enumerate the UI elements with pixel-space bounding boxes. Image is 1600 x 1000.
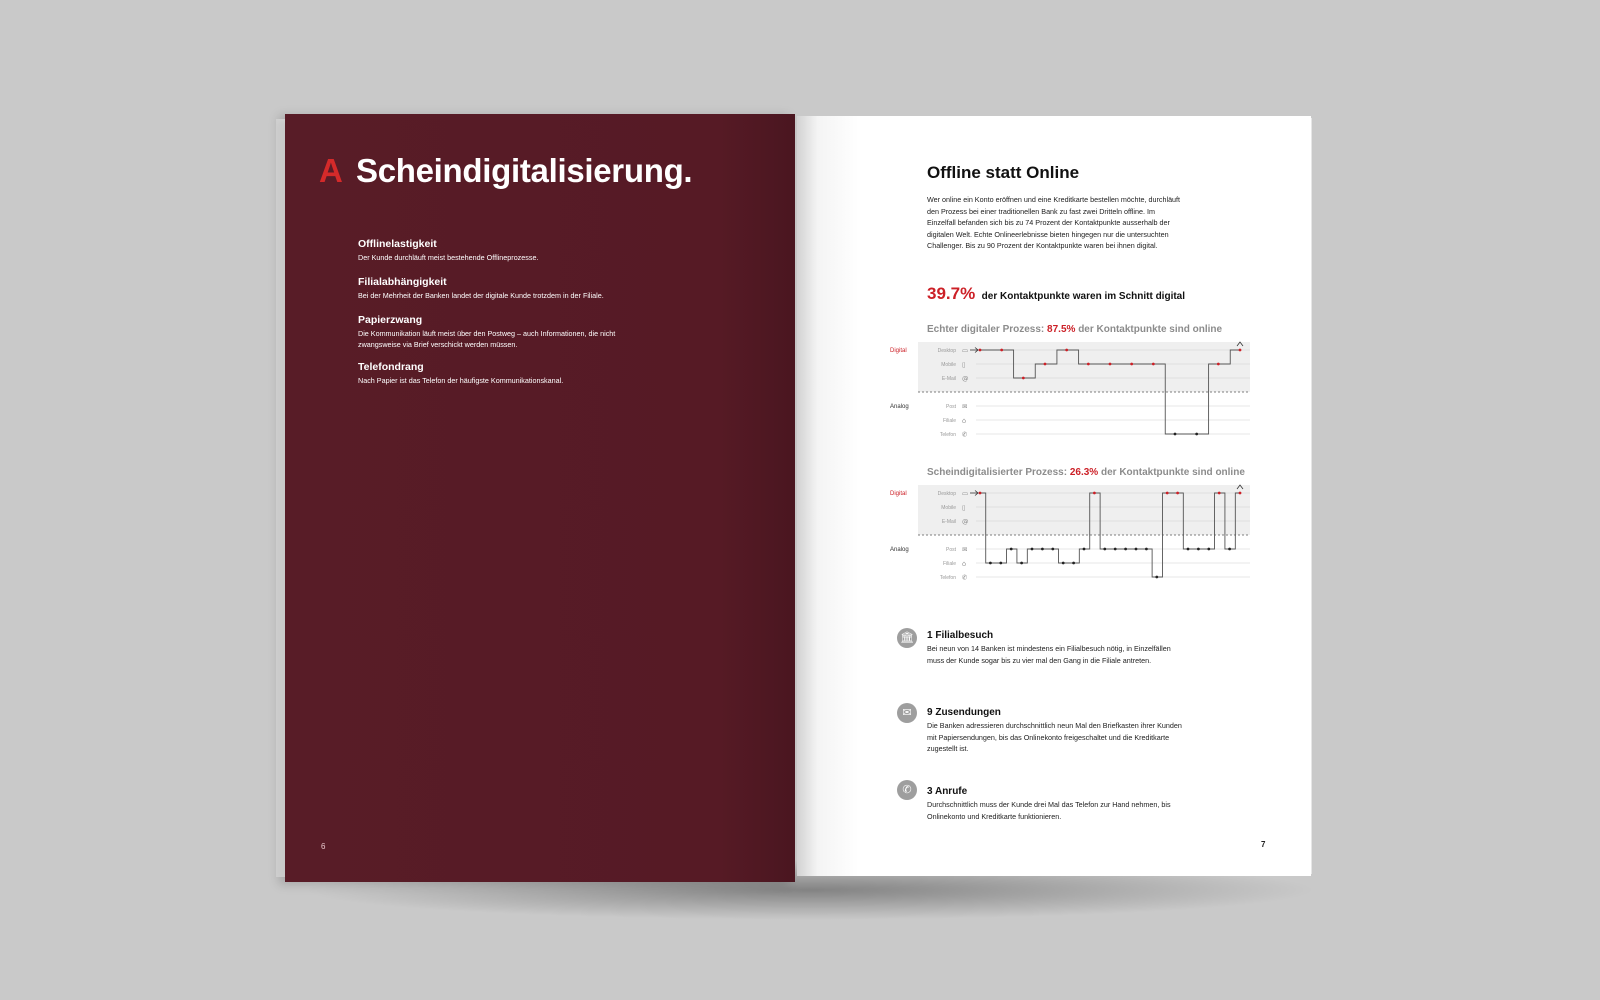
chapter-letter: A xyxy=(319,152,343,189)
fact-text-filialbesuch: Bei neun von 14 Banken ist mindestens ein Filialbesuch nötig, in Einzelfällen muss der Kunde sogar bis zu vier mal den Gang in die Filiale antreten. xyxy=(927,644,1171,665)
fact-title-anrufe: 3 Anrufe xyxy=(927,786,968,797)
page-number-right: 7 xyxy=(1261,840,1266,849)
left-page xyxy=(285,114,795,882)
chapter-title: Scheindigitalisierung. xyxy=(356,152,693,189)
process-chart-digital xyxy=(890,342,1270,457)
group-label-digital: Digital xyxy=(890,491,907,497)
left-item-telefondrang xyxy=(358,361,628,386)
channel-label-telefon: Telefon xyxy=(939,575,956,581)
contact-point xyxy=(1010,548,1013,551)
process2-prefix: Scheindigitalisierter Prozess: xyxy=(927,467,1068,478)
page-number-left: 6 xyxy=(321,842,326,851)
contact-point xyxy=(1114,548,1117,551)
contact-point xyxy=(1062,562,1065,565)
fact-text-zusendungen: Die Banken adressieren durchschnittlich neun Mal den Briefkasten ihrer Kunden mit Papiersendungen, bis das Onlinekonto freigeschaltet und die Kreditkarte zugestellt ist. xyxy=(927,721,1182,753)
left-item-offlinelastigkeit xyxy=(358,238,628,263)
desktop-icon: ▭ xyxy=(962,489,969,498)
stat-highlight xyxy=(927,284,1185,304)
contact-point xyxy=(1197,548,1200,551)
process2-value: 26.3% xyxy=(1069,467,1099,478)
left-item-filialabhaengigkeit xyxy=(358,276,628,301)
process-chart-pseudo-digital xyxy=(890,485,1270,600)
contact-point xyxy=(1072,562,1075,565)
process1-title xyxy=(927,324,1222,335)
item-text: Die Kommunikation läuft meist über den Postweg – auch Informationen, die nicht zwangsweise via Brief verschickt werden müssen. xyxy=(358,329,616,349)
fact-title-zusendungen: 9 Zusendungen xyxy=(927,707,1001,718)
process2-suffix: der Kontaktpunkte sind online xyxy=(1100,467,1245,478)
process1-prefix: Echter digitaler Prozess: xyxy=(927,324,1045,335)
contact-point xyxy=(1207,548,1210,551)
fact-text-anrufe: Durchschnittlich muss der Kunde drei Mal das Telefon zur Hand nehmen, bis Onlinekonto und Kreditkarte funktionieren. xyxy=(927,800,1171,821)
bank-icon: ⌂ xyxy=(962,559,967,568)
channel-label-filiale: Filiale xyxy=(942,418,956,424)
item-text: Bei der Mehrheit der Banken landet der digitale Kunde trotzdem in der Filiale. xyxy=(358,291,604,300)
channel-label-telefon: Telefon xyxy=(939,432,956,438)
channel-label-desktop: Desktop xyxy=(937,348,956,354)
mail-icon: ✉ xyxy=(962,545,968,554)
mail-icon: ✉ xyxy=(897,703,917,723)
contact-point xyxy=(979,492,982,495)
channel-label-post: Post xyxy=(945,547,956,553)
contact-point xyxy=(1239,492,1242,495)
contact-point xyxy=(1051,548,1054,551)
phone-icon: ✆ xyxy=(962,573,968,582)
contact-point xyxy=(1093,492,1096,495)
stat-text: der Kontaktpunkte waren im Schnitt digital xyxy=(981,291,1186,302)
contact-point xyxy=(1130,363,1133,366)
contact-point xyxy=(1065,349,1068,352)
contact-point xyxy=(1044,363,1047,366)
group-label-analog: Analog xyxy=(890,404,909,410)
intro-paragraph: Wer online ein Konto eröffnen und eine Kreditkarte bestellen möchte, durchläuft den Prozess bei einer traditionellen Bank zu fast zwei Dritteln offline. Im Einzelfall befanden sich bis zu 74 Prozent der Kontaktpunkte ausserhalb der digitalen Welt. Echte Onlineerlebnisse bieten hingegen nur die untersuchten Challenger. Bis zu 90 Prozent der Kontaktpunkte waren bei ihnen digital. xyxy=(927,195,1181,250)
channel-label-filiale: Filiale xyxy=(942,561,956,567)
contact-point xyxy=(1103,548,1106,551)
contact-point xyxy=(1000,349,1003,352)
item-text: Der Kunde durchläuft meist bestehende Offlineprozesse. xyxy=(358,253,539,262)
channel-label-mobile: Mobile xyxy=(941,362,956,368)
contact-point xyxy=(1031,548,1034,551)
item-heading: Telefondrang xyxy=(358,361,424,373)
contact-point xyxy=(1187,548,1190,551)
channel-label-mobile: Mobile xyxy=(941,505,956,511)
mobile-icon: ▯ xyxy=(962,360,966,369)
contact-point xyxy=(979,349,982,352)
mail-icon: ✉ xyxy=(962,402,968,411)
process1-value: 87.5% xyxy=(1047,324,1076,335)
contact-point xyxy=(999,562,1002,565)
section-title: Offline statt Online xyxy=(927,163,1080,182)
desktop-icon: ▭ xyxy=(962,346,969,355)
contact-point xyxy=(1228,548,1231,551)
contact-point xyxy=(1020,562,1023,565)
contact-point xyxy=(1124,548,1127,551)
channel-label-e-mail: E-Mail xyxy=(941,376,956,382)
contact-point xyxy=(1195,433,1198,436)
item-heading: Offlinelastigkeit xyxy=(358,238,437,250)
left-item-papierzwang xyxy=(358,314,628,350)
contact-point xyxy=(1135,548,1138,551)
contact-point xyxy=(1217,363,1220,366)
item-heading: Filialabhängigkeit xyxy=(358,276,447,288)
channel-label-desktop: Desktop xyxy=(937,491,956,497)
group-label-digital: Digital xyxy=(890,348,907,354)
contact-point xyxy=(1022,377,1025,380)
process1-suffix: der Kontaktpunkte sind online xyxy=(1078,324,1223,335)
process2-title xyxy=(927,467,1245,478)
contact-point xyxy=(1083,548,1086,551)
group-label-analog: Analog xyxy=(890,547,909,553)
contact-point xyxy=(989,562,992,565)
stat-value: 39.7% xyxy=(927,284,976,303)
item-text: Nach Papier ist das Telefon der häufigste Kommunikationskanal. xyxy=(358,376,564,385)
contact-point xyxy=(1239,349,1242,352)
contact-point xyxy=(1155,576,1158,579)
phone-icon: ✆ xyxy=(897,780,917,800)
bank-icon: ⌂ xyxy=(962,416,967,425)
contact-point xyxy=(1145,548,1148,551)
contact-point xyxy=(1174,433,1177,436)
fact-title-filialbesuch: 1 Filialbesuch xyxy=(927,630,994,641)
contact-point xyxy=(1087,363,1090,366)
at-icon: @ xyxy=(962,517,969,526)
contact-point xyxy=(1152,363,1155,366)
contact-point xyxy=(1176,492,1179,495)
contact-point xyxy=(1166,492,1169,495)
item-heading: Papierzwang xyxy=(358,314,423,326)
channel-label-post: Post xyxy=(945,404,956,410)
contact-point xyxy=(1218,492,1221,495)
contact-point xyxy=(1109,363,1112,366)
phone-icon: ✆ xyxy=(962,430,968,439)
at-icon: @ xyxy=(962,374,969,383)
bank-icon: 🏛 xyxy=(897,628,917,648)
mobile-icon: ▯ xyxy=(962,503,966,512)
contact-point xyxy=(1041,548,1044,551)
channel-label-e-mail: E-Mail xyxy=(941,519,956,525)
